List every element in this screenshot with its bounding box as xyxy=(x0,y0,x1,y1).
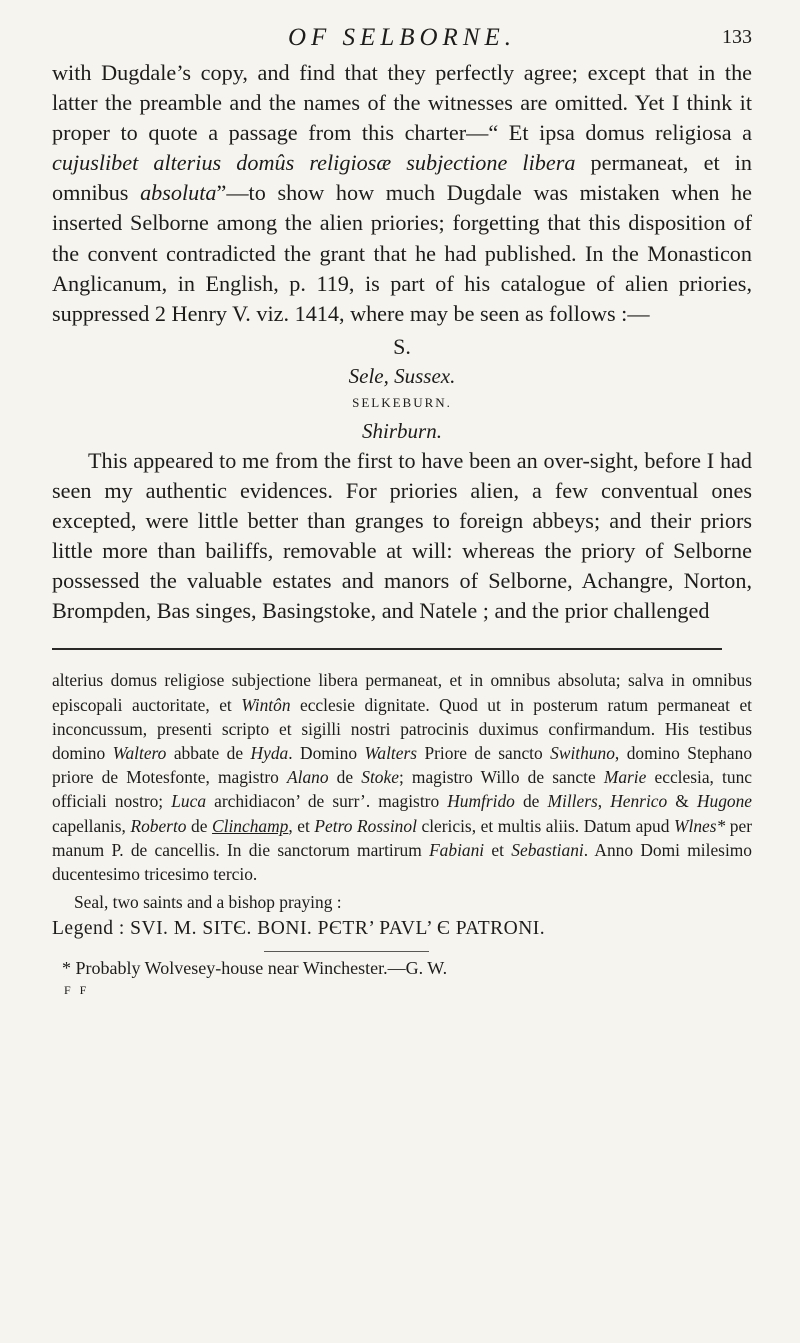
book-page xyxy=(52,0,752,998)
footnote-italic: Hyda xyxy=(250,743,289,764)
text-run: with Dugdale’s copy, and find that they perfectly agree; xyxy=(52,60,578,85)
asterisk-footnote: * Probably Wolvesey-house near Winchester.—G. W. xyxy=(62,957,448,978)
running-title: OF SELBORNE. xyxy=(287,24,517,51)
footnote-run: et xyxy=(484,839,512,860)
running-head xyxy=(52,0,752,58)
footnote-run: abbate de xyxy=(166,743,251,764)
footnote-italic: Waltero xyxy=(112,743,167,764)
footnote-italic: Alano xyxy=(286,767,329,788)
footnote-run: de xyxy=(186,815,213,836)
catalogue-letter: S. xyxy=(393,333,411,359)
footnote-run: Priore de sancto xyxy=(417,743,551,764)
seal-description: Seal, two saints and a bishop praying : xyxy=(74,892,342,913)
footnote-italic: Rossinol xyxy=(357,815,417,836)
footnote-run: , et xyxy=(288,815,315,836)
main-text xyxy=(52,58,752,626)
text-run: except that in the latter the preamble and the names of the witnesses are omitted. Yet I think it proper to quote a passage from this charter—“ Et ipsa domus religiosa a xyxy=(52,60,753,146)
catalogue-shirburn: Shirburn. xyxy=(362,418,442,443)
latin-quote: absoluta xyxy=(140,180,217,206)
footnote-run: ecclesie dignitate. Quod ut in posterum ratum permaneat et inconcussum, presenti scripto et sigilli nostri patrocinis duximus confirmandum. His testibus domino xyxy=(52,694,752,764)
footnote-short-rule xyxy=(264,951,429,952)
footnote-run: de xyxy=(328,767,362,788)
footnote-run: alterius domus religiose subjectione libera permaneat, et in omnibus absoluta; salva in omnibus episcopali auctoritate, et xyxy=(52,670,752,715)
footnote-italic: Luca xyxy=(171,791,207,812)
footnote-run: . Domino xyxy=(288,743,365,764)
footnote-run: clericis, et multis aliis. Datum apud xyxy=(416,815,674,836)
footnote-divider xyxy=(52,648,722,650)
latin-quote: cujuslibet alterius domûs religiosæ subjectione libera xyxy=(52,150,576,176)
footnote-run: & xyxy=(667,791,697,812)
page-number: 133 xyxy=(722,26,752,48)
footnote-italic: Swithuno xyxy=(550,743,615,764)
footnote-run: , domino Stephano priore de Motesfonte, magistro xyxy=(52,743,753,788)
footnote-run: , xyxy=(597,791,611,812)
footnote-italic: Marie xyxy=(603,767,647,788)
footnote-italic: Petro xyxy=(314,815,353,836)
footnote-italic: Roberto xyxy=(130,815,187,836)
footnote-italic: Stoke xyxy=(361,767,399,788)
paragraph-continued xyxy=(52,58,752,329)
footnote-italic: Wintôn xyxy=(241,694,291,715)
signature-mark: F F xyxy=(64,982,90,997)
footnote-italic: Walters xyxy=(364,743,417,764)
footnote-run: capellanis, xyxy=(52,815,131,836)
footnote-run: archidiacon’ de surr’. magistro xyxy=(206,791,448,812)
footnote-run: ecclesia, tunc officiali nostro; xyxy=(52,767,752,812)
seal-legend: Legend : SVI. M. SITЄ. BONI. PЄTR’ PAVL’ Є PATRONI. xyxy=(52,917,546,939)
footnote-italic: Millers xyxy=(547,791,598,812)
footnote-run: de xyxy=(514,791,548,812)
footnote-italic: Humfrido xyxy=(447,791,515,812)
footnote-italic: Wlnes* xyxy=(674,815,726,836)
footnote-text xyxy=(52,668,752,886)
catalogue-selkeburn: SELKEBURN. xyxy=(352,394,452,410)
footnote-italic: Clinchamp xyxy=(212,815,289,836)
footnote-run: per manum P. de cancellis. In die sanctorum martirum xyxy=(52,815,752,860)
footnote-run: . Anno Domi milesimo ducentesimo tricesimo tercio. xyxy=(52,839,752,885)
text-run: permaneat, et in omnibus xyxy=(52,150,752,206)
catalogue-sele: Sele, Sussex. xyxy=(348,363,456,388)
footnote-italic: Hugone xyxy=(696,791,752,812)
footnote-italic: Sebastiani xyxy=(511,839,584,860)
paragraph: This appeared to me from the first to have been an over-sight, before I had seen my authentic evidences. For priories alien, a few conventual ones excepted, were little better than granges to foreign abbeys; and their priors little more than bailiffs, removable at will: whereas the priory of Selborne possessed the valuable estates and manors of Selborne, Achangre, Norton, Brompden, Bas singes, Basingstoke, and Natele ; and the prior challenged xyxy=(52,447,752,624)
footnote-italic: Fabiani xyxy=(429,839,485,860)
footnote-italic: Henrico xyxy=(610,791,668,812)
footnote-run: ; magistro Willo de sancte xyxy=(398,767,604,788)
text-run: ”—to show how much Dugdale was mistaken when he inserted Selborne among the alien priories; forgetting that this disposition of the convent contradicted the grant that he had published. In the Monasticon Anglicanum, in English, p. 119, is part of his catalogue of alien priories, suppressed 2 Henry V. viz. 1414, where may be seen as follows :— xyxy=(52,180,753,326)
